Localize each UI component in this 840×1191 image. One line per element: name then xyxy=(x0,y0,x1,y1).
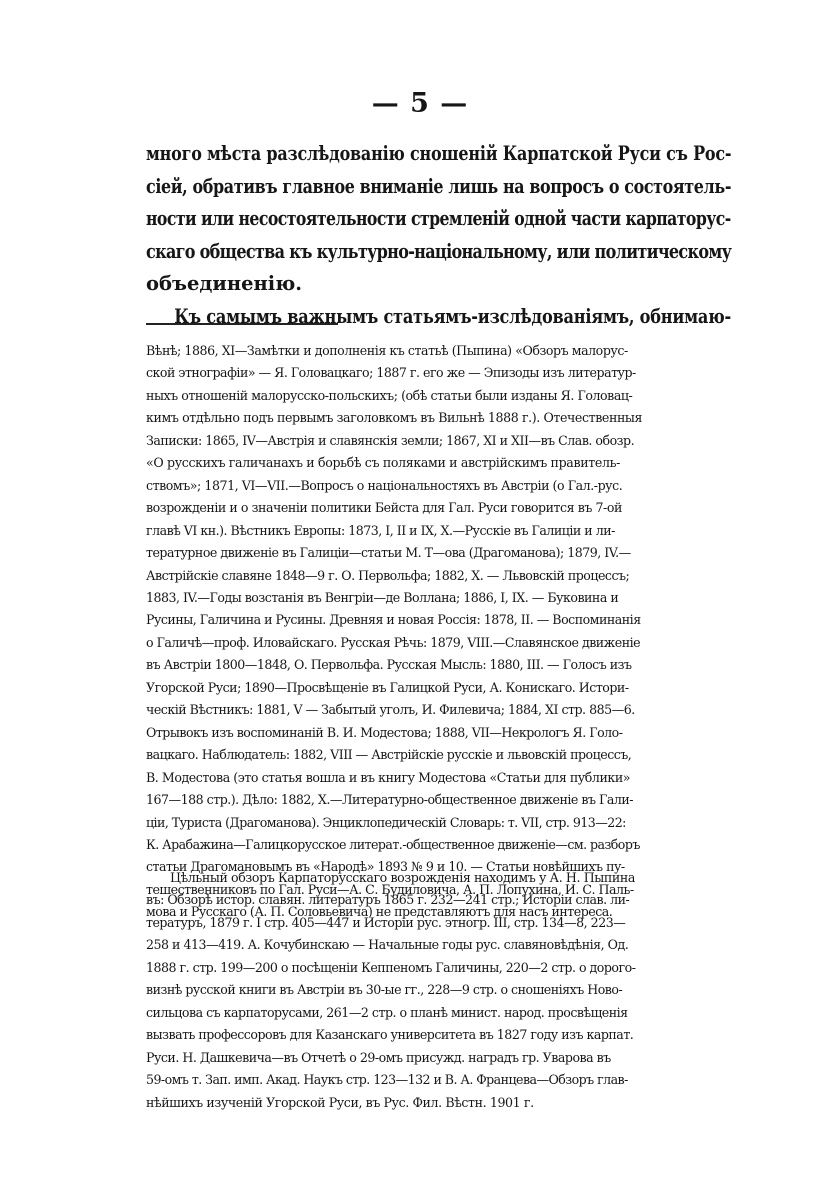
footnote-line: Отрывокъ изъ воспоминаній В. И. Модестова; 1888, VII—Некрологъ Я. Голо- xyxy=(146,724,623,740)
footnote-line: главѣ VI кн.). Вѣстникъ Европы: 1873, I, II и IX, X.—Русскіе въ Галиціи и ли- xyxy=(146,522,615,538)
footnote-line: ціи, Туриста (Драгоманова). Энциклопедическій Словарь: т. VII, стр. 913—22: xyxy=(146,814,626,830)
footnote-line: 59-омъ т. Зап. имп. Акад. Наукъ стр. 123—132 и В. А. Францева—Обзоръ глав- xyxy=(146,1072,628,1088)
main-line: объединенію. xyxy=(146,272,302,295)
footnote-line: возрожденіи и о значеніи политики Бейста для Гал. Руси говорится въ 7-ой xyxy=(146,500,622,516)
footnote-line: вызвать профессоровъ для Казанскаго университета въ 1827 году изъ карпат. xyxy=(146,1027,634,1043)
footnote-line: въ Австріи 1800—1848, О. Первольфа. Русская Мысль: 1880, III. — Голосъ изъ xyxy=(146,657,632,673)
page-number: — 5 — xyxy=(371,88,469,119)
footnote-paragraph-2 xyxy=(146,867,731,1114)
footnote-line: Австрійскіе славяне 1848—9 г. О. Первольфа; 1882, X. — Львовскій процессъ; xyxy=(146,567,630,583)
footnote-line: ныхъ отношеній малорусско-польскихъ; (обѣ статьи были изданы Я. Головац- xyxy=(146,387,633,403)
main-text xyxy=(146,138,731,333)
footnote-line: Вѣнѣ; 1886, XI—Замѣтки и дополненія къ статьѣ (Пыпина) «Обзоръ малорус- xyxy=(146,343,628,358)
footnote-line: ческій Вѣстникъ: 1881, V — Забытый уголъ, И. Филевича; 1884, XI стр. 885—6. xyxy=(146,702,635,718)
footnote-line: визнѣ русской книги въ Австріи въ 30-ые гг., 228—9 стр. о сношеніяхъ Ново- xyxy=(146,982,623,998)
footnote-line: 167—188 стр.). Дѣло: 1882, X.—Литературно-общественное движеніе въ Гали- xyxy=(146,792,633,808)
footnote-rule xyxy=(146,323,338,325)
footnote-line: Цѣльный обзоръ Карпаторусскаго возрожденія находимъ у А. Н. Пыпина xyxy=(170,870,635,885)
footnote-line: Руси. Н. Дашкевича—въ Отчетѣ о 29-омъ присужд. наградъ гр. Уварова въ xyxy=(146,1049,611,1065)
footnote-line: мова и Русскаго (А. П. Соловьевича) не представляютъ для насъ интереса. xyxy=(146,904,613,920)
footnote-line: ской этнографіи» — Я. Головацкаго; 1887 г. его же — Эпизоды изъ литератур- xyxy=(146,365,636,381)
footnote-line: 258 и 413—419. А. Кочубинскаю — Начальные годы рус. славянов͏ѣдѣнія, Од. xyxy=(146,937,629,953)
footnote-line: ствомъ»; 1871, VI—VII.—Вопросъ о національностяхъ въ Австріи (о Гал.-рус. xyxy=(146,477,623,493)
main-line: сіей, обративъ главное вниманіе лишь на вопросъ о состоятель- xyxy=(146,174,732,198)
footnote-line: тешественниковъ по Гал. Руси—А. С. Будиловича, А. П. Лопухина, И. С. Паль- xyxy=(146,881,634,897)
footnote-line: о Галичѣ—проф. Иловайскаго. Русская Рѣчь: 1879, VIII.—Славянское движеніе xyxy=(146,634,641,650)
main-line: скаго общества къ культурно-національному, или политическому xyxy=(146,239,732,263)
footnote-line: Записки: 1865, IV—Австрія и славянскія земли; 1867, XI и XII—въ Слав. обозр. xyxy=(146,432,635,448)
footnote-line: нѣйшихъ изученій Угорской Руси, въ Рус. Фил. Вѣстн. 1901 г. xyxy=(146,1094,534,1110)
footnote-line: статьи Драгомановымъ въ «Народѣ» 1893 № 9 и 10. — Статьи новѣйшихъ пу- xyxy=(146,859,625,875)
footnote-line: К. Арабажина—Галицкорусское литерат.-общественное движеніе—см. разборъ xyxy=(146,836,640,852)
footnote-line: тературное движеніе въ Галиціи—статьи М. Т—ова (Драгоманова); 1879, IV.— xyxy=(146,545,631,561)
footnote-line: В. Модестова (это статья вошла и въ книгу Модестова «Статьи для публики» xyxy=(146,769,631,785)
footnote-line: 1888 г. стр. 199—200 о посѣщеніи Кеппеномъ Галичины, 220—2 стр. о дорого- xyxy=(146,959,636,975)
footnote-line: въ: Обзорѣ истор. славян. литературъ 1865 г. 232—241 стр.; Исторіи слав. ли- xyxy=(146,892,630,908)
footnote-line: 1883, IV.—Годы возстанія въ Венгріи—де Воллана; 1886, I, IX. — Буковина и xyxy=(146,589,619,605)
footnote-line: Русины, Галичина и Русины. Древняя и новая Россія: 1878, II. — Воспоминанія xyxy=(146,612,641,628)
footnote-line: сильцова съ карпаторусами, 261—2 стр. о планѣ минист. народ. просвѣщенія xyxy=(146,1004,628,1020)
main-line: ности или несостоятельности стремленій одной части карпаторус- xyxy=(146,207,731,230)
footnote-line: вацкаго. Наблюдатель: 1882, VIII — Австрійскіе русскіе и львовскій процессъ, xyxy=(146,747,632,763)
footnote-line: «О русскихъ галичанахъ и борьбѣ съ поляками и австрійскимъ правитель- xyxy=(146,455,621,471)
main-line: Къ самымъ важнымъ статьямъ-изслѣдованіямъ, обнимаю- xyxy=(174,304,731,328)
main-line: много мѣста разслѣдованію сношеній Карпатской Руси съ Рос- xyxy=(146,142,732,165)
footnote-line: кимъ отдѣльно подъ первымъ заголовкомъ въ Вильнѣ 1888 г.). Отечественныя xyxy=(146,410,643,426)
footnote-paragraph-1 xyxy=(146,340,731,924)
footnote-line: тературъ, 1879 г. I стр. 405—447 и Исторіи рус. этногр. III, стр. 134—8, 223— xyxy=(146,914,626,930)
footnote-line: Угорской Руси; 1890—Просвѣщеніе въ Галицкой Руси, А. Конискаго. Истори- xyxy=(146,679,629,695)
